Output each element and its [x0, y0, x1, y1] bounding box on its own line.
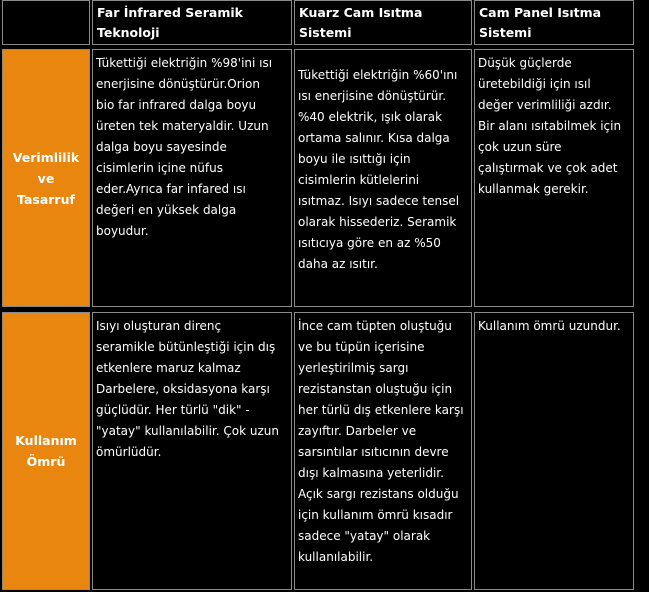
header-far-infrared: Far İnfrared Seramik Teknoloji	[92, 0, 292, 45]
cell-far-infrared-omur: Isıyı oluşturan direnç seramikle bütünleştiği için dış etkenlere maruz kalmaz Darbelere, oksidasyona karşı güçlüdür. Her türlü "dik" - "yatay" kullanılabilir. Çok uzun ömürlüdür.	[92, 312, 292, 590]
cell-cam-panel-omur: Kullanım ömrü uzundur.	[474, 312, 634, 590]
cell-kuarz-cam-verimlilik: Tükettiği elektriğin %60'ını ısı enerjisine dönüştürür. %40 elektrik, ışık olarak ortama salınır. Kısa dalga boyu ile ısıttığı için cisimlerin kütlelerini ısıtmaz. Isıyı sadece tensel olarak hissederiz. Seramik ısıtıcıya göre en az %50 daha az ısıtır.	[294, 49, 472, 307]
header-kuarz-cam: Kuarz Cam Isıtma Sistemi	[294, 0, 472, 45]
row-label-kullanim-omru: Kullanım Ömrü	[2, 312, 90, 590]
cell-cam-panel-verimlilik: Düşük güçlerde üretebildiği için ısıl değer verimliliği azdır. Bir alanı ısıtabilmek için çok uzun süre çalıştırmak ve çok adet kullanmak gerekir.	[474, 49, 634, 307]
header-cam-panel: Cam Panel Isıtma Sistemi	[474, 0, 634, 45]
cell-far-infrared-verimlilik: Tükettiği elektriğin %98'ini ısı enerjisine dönüştürür.Orion bio far infrared dalga boyu üreten tek materyaldir. Uzun dalga boyu sayesinde cisimlerin içine nüfus eder.Ayrıca far infared ısı değeri en yüksek dalga boyudur.	[92, 49, 292, 307]
row-label-verimlilik: Verimlilik ve Tasarruf	[2, 49, 90, 307]
header-empty	[2, 0, 90, 45]
cell-kuarz-cam-omur: İnce cam tüpten oluştuğu ve bu tüpün içerisine yerleştirilmiş sargı rezistanstan oluştuğu için her türlü dış etkenlere karşı zayıftır. Darbeler ve sarsıntılar ısıtıcının devre dışı kalmasına yeterlidir. Açık sargı rezistans olduğu için kullanım ömrü kısadır sadece "yatay" olarak kullanılabilir.	[294, 312, 472, 590]
